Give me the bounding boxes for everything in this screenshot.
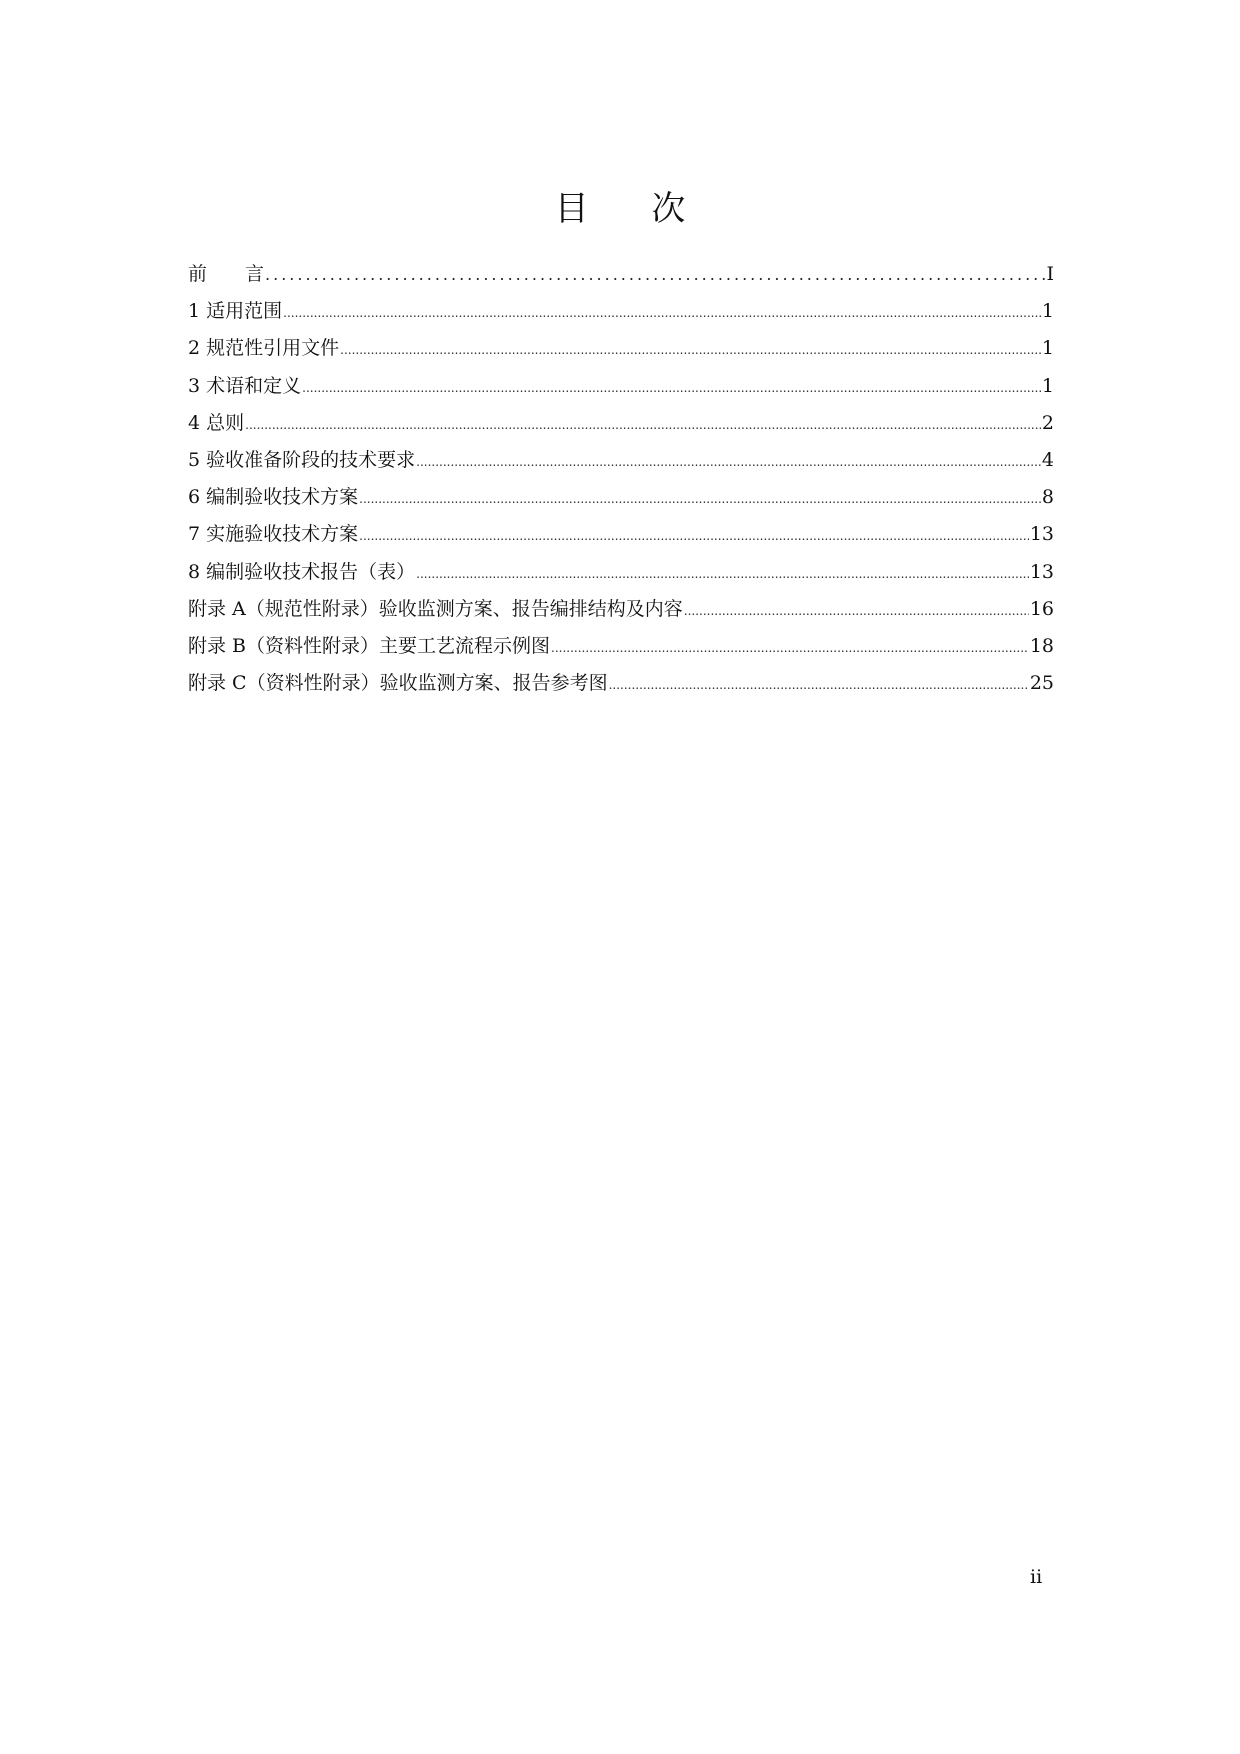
toc-entry-5[interactable] bbox=[188, 442, 1054, 479]
toc-entry-label: 3 术语和定义 bbox=[188, 374, 302, 397]
toc-leader-dots bbox=[416, 556, 1029, 593]
toc-entry-label: 附录 C（资料性附录）验收监测方案、报告参考图 bbox=[188, 672, 608, 695]
toc-entry-appendix-a[interactable] bbox=[188, 591, 1054, 628]
toc-entry-6[interactable] bbox=[188, 479, 1054, 516]
toc-entry-3[interactable] bbox=[188, 368, 1054, 405]
toc-entry-2[interactable] bbox=[188, 330, 1054, 367]
toc-leader-dots bbox=[359, 518, 1029, 555]
toc-entry-label: 1 适用范围 bbox=[188, 300, 283, 323]
table-of-contents bbox=[188, 256, 1054, 702]
toc-entry-page: 13 bbox=[1029, 560, 1054, 583]
toc-leader-dots bbox=[302, 370, 1041, 407]
toc-leader-dots bbox=[551, 630, 1029, 667]
toc-entry-page: 1 bbox=[1041, 374, 1054, 397]
toc-entry-4[interactable] bbox=[188, 405, 1054, 442]
toc-entry-7[interactable] bbox=[188, 516, 1054, 553]
toc-entry-appendix-b[interactable] bbox=[188, 628, 1054, 665]
toc-entry-page: 13 bbox=[1029, 523, 1054, 546]
toc-leader-dots bbox=[340, 332, 1041, 369]
toc-leader-dots bbox=[684, 593, 1029, 630]
toc-leader-dots bbox=[265, 256, 1045, 293]
toc-entry-page: 4 bbox=[1041, 448, 1054, 471]
toc-entry-label: 7 实施验收技术方案 bbox=[188, 523, 359, 546]
toc-title: 目 次 bbox=[554, 189, 712, 229]
toc-entry-label: 附录 B（资料性附录）主要工艺流程示例图 bbox=[188, 634, 551, 657]
toc-entry-page: 1 bbox=[1041, 300, 1054, 323]
toc-entry-page: 8 bbox=[1041, 486, 1054, 509]
toc-entry-8[interactable] bbox=[188, 554, 1054, 591]
toc-entry-page: 1 bbox=[1041, 337, 1054, 360]
toc-entry-label: 附录 A（规范性附录）验收监测方案、报告编排结构及内容 bbox=[188, 597, 683, 620]
toc-leader-dots bbox=[416, 444, 1041, 481]
toc-leader-dots bbox=[609, 667, 1029, 704]
toc-entry-page: I bbox=[1046, 263, 1054, 285]
toc-entry-label: 8 编制验收技术报告（表） bbox=[188, 560, 416, 583]
toc-entry-page: 25 bbox=[1029, 672, 1054, 695]
toc-entry-page: 18 bbox=[1029, 634, 1054, 657]
toc-entry-page: 16 bbox=[1029, 597, 1054, 620]
toc-entry-label: 4 总则 bbox=[188, 411, 245, 434]
toc-leader-dots bbox=[359, 481, 1041, 518]
toc-entry-label: 5 验收准备阶段的技术要求 bbox=[188, 448, 416, 471]
toc-leader-dots bbox=[245, 407, 1041, 444]
toc-entry-page: 2 bbox=[1041, 411, 1054, 434]
toc-entry-label: 前 言 bbox=[188, 263, 265, 285]
page-number: ii bbox=[1030, 1566, 1043, 1588]
toc-entry-label: 2 规范性引用文件 bbox=[188, 337, 340, 360]
toc-entry-appendix-c[interactable] bbox=[188, 665, 1054, 702]
toc-entry-1[interactable] bbox=[188, 293, 1054, 330]
toc-entry-label: 6 编制验收技术方案 bbox=[188, 486, 359, 509]
toc-leader-dots bbox=[283, 295, 1041, 332]
toc-entry-foreword[interactable] bbox=[188, 256, 1054, 293]
